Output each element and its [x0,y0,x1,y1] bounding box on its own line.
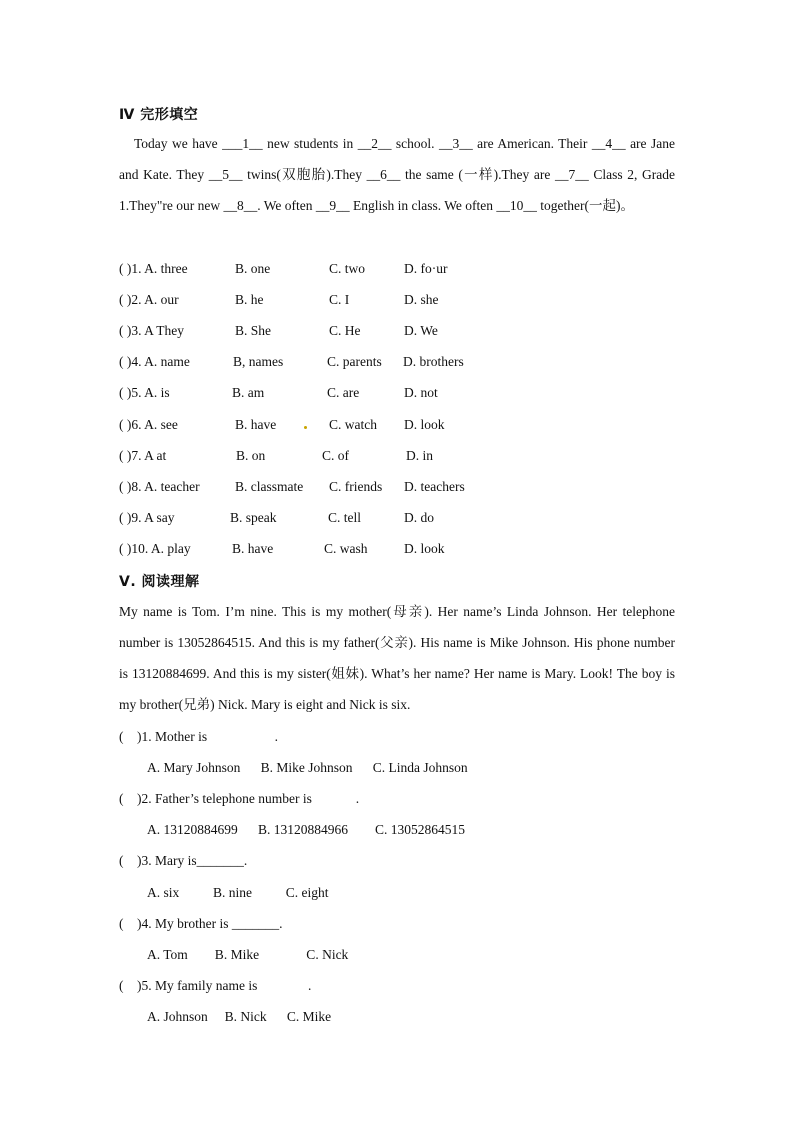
cloze-option-d: D. brothers [403,354,464,369]
cloze-option-d: D. look [404,417,445,432]
stray-dot-mark [304,426,307,429]
reading-section-title: Ⅴ. 阅读理解 [119,574,200,590]
reading-question-stem: ( )2. Father’s telephone number is . [119,791,360,806]
cloze-question-stem: ( )9. A say [119,510,175,525]
cloze-option-d: D. fo·ur [404,261,448,276]
cloze-option-c: C. wash [324,541,368,556]
cloze-option-b: B. speak [230,510,277,525]
cloze-passage [119,128,675,221]
cloze-section-title: Ⅳ 完形填空 [119,107,199,123]
cloze-option-c: C. tell [328,510,361,525]
reading-question-options: A. Mary Johnson B. Mike Johnson C. Linda Johnson [147,760,468,775]
cloze-option-b: B. have [232,541,274,556]
cloze-option-c: C. two [329,261,366,276]
reading-question-options: A. Tom B. Mike C. Nick [147,947,349,962]
cloze-option-b: B. classmate [235,479,304,494]
cloze-option-d: D. We [404,323,438,338]
cloze-option-d: D. teachers [404,479,465,494]
cloze-option-d: D. look [404,541,445,556]
cloze-option-c: C. are [327,385,360,400]
cloze-question-stem: ( )3. A They [119,323,184,338]
cloze-question-stem: ( )8. A. teacher [119,479,200,494]
cloze-option-b: B. have [235,417,277,432]
reading-question-stem: ( )3. Mary is_______. [119,853,248,868]
cloze-option-b: B. he [235,292,264,307]
reading-question-options: A. Johnson B. Nick C. Mike [147,1009,332,1024]
cloze-option-b: B. She [235,323,272,338]
cloze-question-stem: ( )2. A. our [119,292,179,307]
cloze-question-stem: ( )4. A. name [119,354,190,369]
reading-question-options: A. 13120884699 B. 13120884966 C. 13052864515 [147,822,466,837]
cloze-question-stem: ( )6. A. see [119,417,178,432]
cloze-option-b: B. on [236,448,266,463]
cloze-question-stem: ( )10. A. play [119,541,191,556]
reading-question-stem: ( )4. My brother is _______. [119,916,283,931]
cloze-option-c: C. He [329,323,361,338]
cloze-option-b: B. am [232,385,265,400]
cloze-option-c: C. friends [329,479,383,494]
cloze-passage-text: Today we have ___1__ new students in __2__ school. __3__ are American. Their __4__ are Jane and Kate. They __5__ twins(双胞胎).They __6__ the same (一样).They are __7__ Class 2, Grade 1.They"re our new __8__. We often __9__ English in class. We often __10__ together(一起)。 [119,136,675,213]
cloze-option-b: B. one [235,261,271,276]
reading-question-stem: ( )1. Mother is . [119,729,278,744]
cloze-option-c: C. parents [327,354,382,369]
cloze-option-d: D. do [404,510,434,525]
cloze-option-c: C. I [329,292,350,307]
reading-question-stem: ( )5. My family name is . [119,978,312,993]
reading-passage: My name is Tom. I’m nine. This is my mother(母亲). Her name’s Linda Johnson. Her telephone number is 13052864515. And this is my father(父亲). His name is Mike Johnson. His phone number is 13120884699. And this is my sister(姐妹). What’s her name? Her name is Mary. Look! The boy is my brother(兄弟) Nick. Mary is eight and Nick is six. [119,604,675,712]
cloze-question-stem: ( )7. A at [119,448,167,463]
cloze-question-stem: ( )5. A. is [119,385,170,400]
cloze-question-stem: ( )1. A. three [119,261,188,276]
cloze-option-d: D. she [404,292,439,307]
cloze-option-c: C. watch [329,417,377,432]
cloze-option-d: D. in [406,448,433,463]
cloze-option-b: B, names [233,354,284,369]
cloze-option-c: C. of [322,448,349,463]
cloze-option-d: D. not [404,385,438,400]
reading-question-options: A. six B. nine C. eight [147,885,329,900]
